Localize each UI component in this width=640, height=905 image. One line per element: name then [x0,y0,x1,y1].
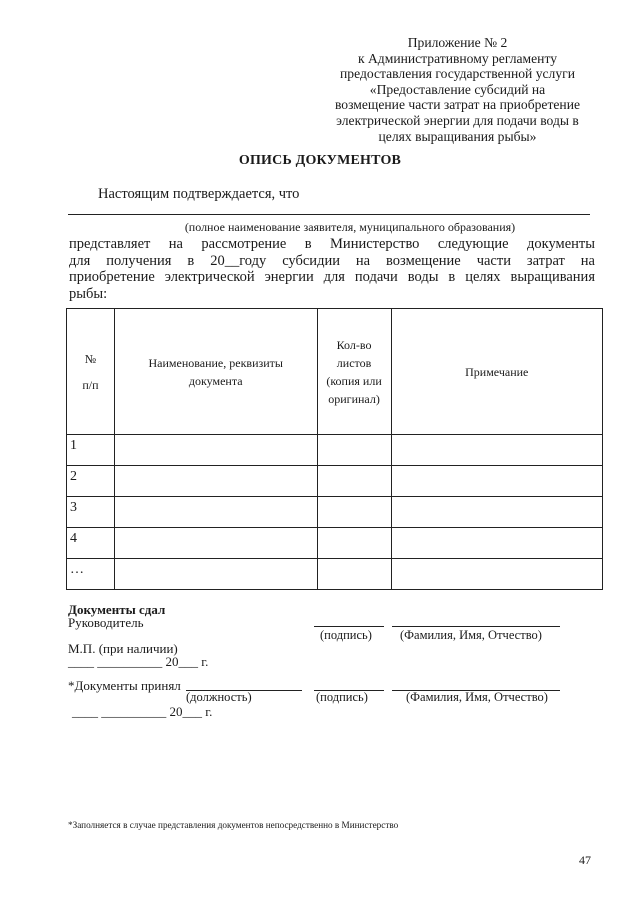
table-header-row [67,309,603,435]
header-number [67,309,115,435]
header-document-name-text: Наименование, реквизиты документа [148,355,283,388]
appendix-line: возмещение части затрат на приобретение [334,97,581,113]
row-sheets[interactable] [317,528,391,559]
intro-line: представляет на рассмотрение в Министерство следующие документы [69,236,595,252]
documents-table [66,308,603,590]
row-sheets[interactable] [317,559,391,590]
row-document-name[interactable] [114,559,317,590]
header-sheets-line: (копия или [326,373,382,388]
header-sheets [317,309,391,435]
row-note[interactable] [391,528,603,559]
header-note-text: Примечание [465,364,529,379]
intro-line: для получения в 20__году субсидии на возмещение части затрат на [69,252,595,269]
table-row [67,435,603,466]
table-row [67,559,603,590]
row-document-name[interactable] [114,435,317,466]
row-document-name[interactable] [114,497,317,528]
footnote: *Заполняется в случае представления документов непосредственно в Министерство [68,820,399,830]
intro-paragraph [69,236,595,302]
row-number: 1 [67,435,115,466]
header-sheets-line: листов [336,355,372,370]
appendix-header [300,35,615,144]
intro-line: рыбы: [69,285,108,302]
document-title: ОПИСЬ ДОКУМЕНТОВ [238,153,402,168]
row-number: 3 [67,497,115,528]
header-sheets-line: Кол-во [336,337,372,352]
received-label: *Документы принял [68,678,181,693]
received-date[interactable]: ____ __________ 20___ г. [72,704,213,719]
received-fio-caption: (Фамилия, Имя, Отчество) [406,690,548,704]
submitted-signature-caption: (подпись) [320,628,372,642]
row-sheets[interactable] [317,435,391,466]
header-document-name [114,309,317,435]
applicant-name-line [68,214,590,215]
appendix-line: к Административному регламенту [357,50,558,66]
page-number: 47 [579,853,591,867]
appendix-line: электрической энергии для подачи воды в [336,112,579,128]
appendix-line: целях выращивания рыбы» [378,128,537,144]
intro-line: приобретение электрической энергии для подачи воды в целях выращивания [69,269,595,286]
row-document-name[interactable] [114,528,317,559]
received-position-caption: (должность) [186,690,252,704]
table-row [67,497,603,528]
appendix-line: Приложение № 2 [407,35,508,50]
row-note[interactable] [391,497,603,528]
appendix-line: «Предоставление субсидий на [369,81,546,97]
header-number-label: п/п [82,377,99,392]
submitted-fio-caption: (Фамилия, Имя, Отчество) [400,628,542,642]
row-sheets[interactable] [317,497,391,528]
table-row [67,528,603,559]
row-number: … [67,559,115,590]
row-number: 2 [67,466,115,497]
confirm-text: Настоящим подтверждается, что [98,186,300,202]
submitted-signature-line[interactable] [314,626,384,627]
header-sheets-line: оригинал) [328,391,380,406]
header-note [391,309,603,435]
submitted-date[interactable]: ____ __________ 20___ г. [68,654,209,669]
row-number: 4 [67,528,115,559]
row-note[interactable] [391,466,603,497]
stamp-label: М.П. (при наличии) [68,641,178,656]
received-signature-caption: (подпись) [316,690,368,704]
table-row [67,466,603,497]
submitted-heading: Документы сдал [68,602,166,617]
submitted-role: Руководитель [68,615,144,630]
row-sheets[interactable] [317,466,391,497]
row-note[interactable] [391,559,603,590]
appendix-line: предоставления государственной услуги [340,66,575,82]
row-document-name[interactable] [114,466,317,497]
header-number-symbol: № [84,351,97,366]
row-note[interactable] [391,435,603,466]
applicant-caption: (полное наименование заявителя, муниципального образования) [184,220,516,234]
submitted-fio-line[interactable] [392,626,560,627]
